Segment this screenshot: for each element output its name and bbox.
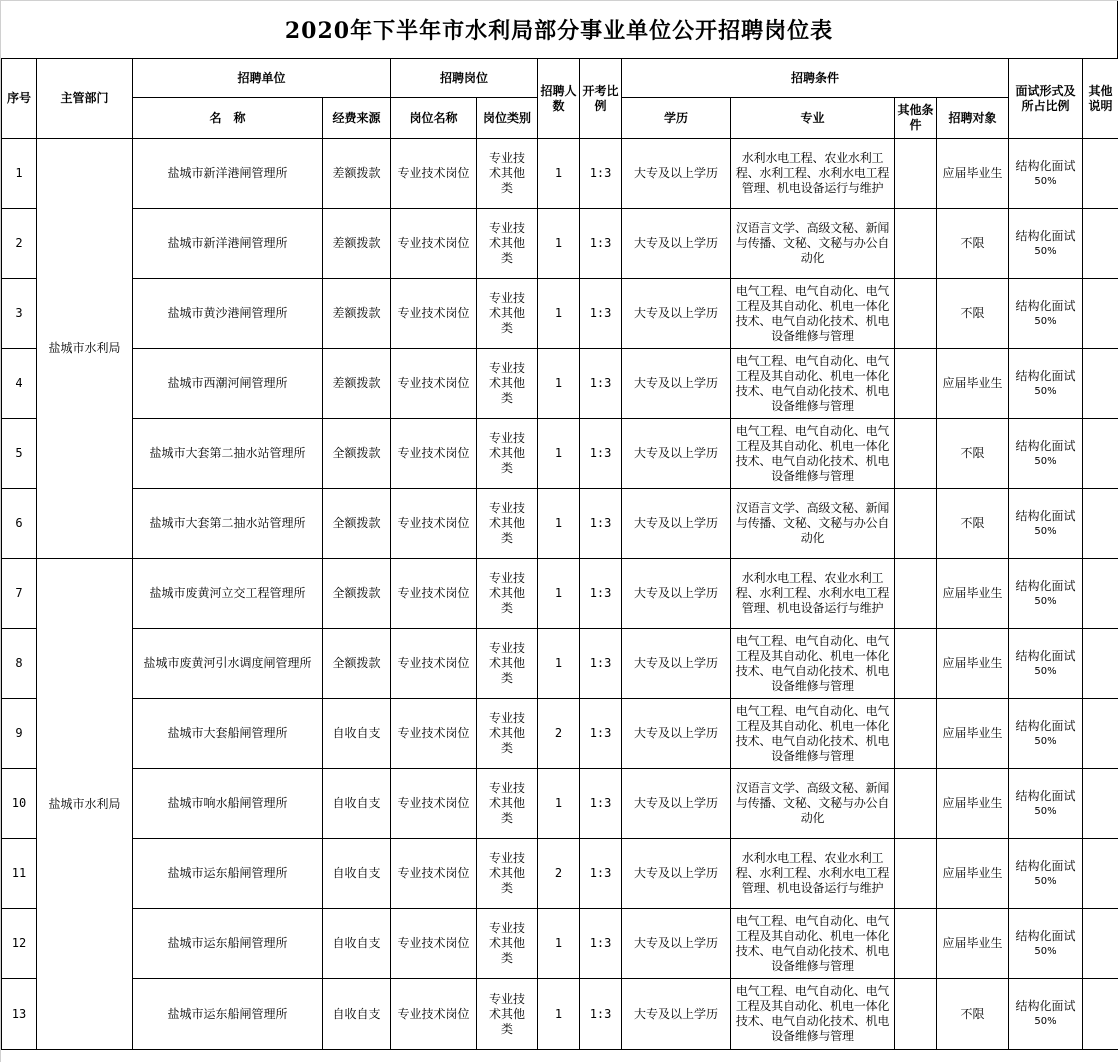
funding-cell: 自收自支 <box>323 979 391 1050</box>
notes-cell <box>1083 839 1118 909</box>
interview-cell <box>1009 349 1083 419</box>
interview-type: 结构化面试 <box>1015 508 1076 523</box>
funding-cell: 自收自支 <box>323 839 391 909</box>
unit-name-cell: 盐城市黄沙港闸管理所 <box>133 279 323 349</box>
major-cell: 电气工程、电气自动化、电气工程及其自动化、机电一体化技术、电气自动化技术、机电设备维修与管理 <box>731 979 895 1050</box>
education-cell: 大专及以上学历 <box>622 839 731 909</box>
interview-type: 结构化面试 <box>1015 368 1076 383</box>
seq-cell: 4 <box>2 349 37 419</box>
table-row <box>2 559 1118 629</box>
table-row <box>2 979 1118 1050</box>
funding-cell: 差额拨款 <box>323 139 391 209</box>
seq-cell: 6 <box>2 489 37 559</box>
table-row <box>2 769 1118 839</box>
interview-type: 结构化面试 <box>1015 999 1076 1013</box>
post-name-cell: 专业技术岗位 <box>391 279 477 349</box>
interview-percentage: 50% <box>1034 385 1057 397</box>
target-cell: 不限 <box>937 419 1009 489</box>
post-name-cell: 专业技术岗位 <box>391 489 477 559</box>
header-notes: 其他说明 <box>1083 59 1118 139</box>
interview-type: 结构化面试 <box>1015 648 1076 663</box>
other-conditions-cell <box>895 839 937 909</box>
major-cell: 电气工程、电气自动化、电气工程及其自动化、机电一体化技术、电气自动化技术、机电设备维修与管理 <box>731 629 895 699</box>
interview-percentage: 50% <box>1034 595 1057 607</box>
ratio-cell: 1:3 <box>580 839 622 909</box>
major-cell: 电气工程、电气自动化、电气工程及其自动化、机电一体化技术、电气自动化技术、机电设备维修与管理 <box>731 279 895 349</box>
target-cell: 应届毕业生 <box>937 349 1009 419</box>
interview-percentage: 50% <box>1034 455 1057 467</box>
target-cell: 不限 <box>937 489 1009 559</box>
funding-cell: 自收自支 <box>323 699 391 769</box>
unit-name-cell: 盐城市大套第二抽水站管理所 <box>133 419 323 489</box>
notes-cell <box>1083 769 1118 839</box>
other-conditions-cell <box>895 769 937 839</box>
interview-cell <box>1009 699 1083 769</box>
major-cell: 汉语言文学、高级文秘、新闻与传播、文秘、文秘与办公自动化 <box>731 209 895 279</box>
ratio-cell: 1:3 <box>580 139 622 209</box>
major-cell: 电气工程、电气自动化、电气工程及其自动化、机电一体化技术、电气自动化技术、机电设备维修与管理 <box>731 699 895 769</box>
unit-name-cell: 盐城市大套船闸管理所 <box>133 699 323 769</box>
ratio-cell: 1:3 <box>580 209 622 279</box>
notes-cell <box>1083 489 1118 559</box>
interview-percentage: 50% <box>1034 525 1057 537</box>
notes-cell <box>1083 979 1118 1050</box>
page-title: 2020年下半年市水利局部分事业单位公开招聘岗位表 <box>1 1 1118 58</box>
count-cell: 1 <box>538 559 580 629</box>
target-cell: 应届毕业生 <box>937 559 1009 629</box>
education-cell: 大专及以上学历 <box>622 209 731 279</box>
funding-cell: 自收自支 <box>323 769 391 839</box>
unit-name-cell: 盐城市运东船闸管理所 <box>133 909 323 979</box>
other-conditions-cell <box>895 699 937 769</box>
post-name-cell: 专业技术岗位 <box>391 979 477 1050</box>
seq-cell: 11 <box>2 839 37 909</box>
table-row <box>2 839 1118 909</box>
dept-cell: 盐城市水利局 <box>37 139 133 559</box>
unit-name-cell: 盐城市新洋港闸管理所 <box>133 139 323 209</box>
notes-cell <box>1083 139 1118 209</box>
table-row <box>2 349 1118 419</box>
post-name-cell: 专业技术岗位 <box>391 839 477 909</box>
ratio-cell: 1:3 <box>580 489 622 559</box>
unit-name-cell: 盐城市新洋港闸管理所 <box>133 209 323 279</box>
notes-cell <box>1083 279 1118 349</box>
header-education: 学历 <box>622 98 731 139</box>
seq-cell: 2 <box>2 209 37 279</box>
table-row <box>2 489 1118 559</box>
interview-percentage: 50% <box>1034 315 1057 327</box>
interview-type: 结构化面试 <box>1015 438 1076 453</box>
funding-cell: 全额拨款 <box>323 419 391 489</box>
post-type-cell: 专业技术其他类 <box>477 839 538 909</box>
education-cell: 大专及以上学历 <box>622 489 731 559</box>
target-cell: 应届毕业生 <box>937 769 1009 839</box>
interview-cell <box>1009 489 1083 559</box>
post-type-cell: 专业技术其他类 <box>477 279 538 349</box>
other-conditions-cell <box>895 349 937 419</box>
seq-cell: 10 <box>2 769 37 839</box>
major-cell: 电气工程、电气自动化、电气工程及其自动化、机电一体化技术、电气自动化技术、机电设备维修与管理 <box>731 419 895 489</box>
header-funding: 经费来源 <box>323 98 391 139</box>
ratio-cell: 1:3 <box>580 559 622 629</box>
post-type-cell: 专业技术其他类 <box>477 629 538 699</box>
interview-cell <box>1009 419 1083 489</box>
header-post-type: 岗位类别 <box>477 98 538 139</box>
post-name-cell: 专业技术岗位 <box>391 559 477 629</box>
ratio-cell: 1:3 <box>580 979 622 1050</box>
major-cell: 电气工程、电气自动化、电气工程及其自动化、机电一体化技术、电气自动化技术、机电设备维修与管理 <box>731 909 895 979</box>
education-cell: 大专及以上学历 <box>622 139 731 209</box>
interview-percentage: 50% <box>1034 1016 1057 1027</box>
post-type-cell: 专业技术其他类 <box>477 699 538 769</box>
count-cell: 1 <box>538 909 580 979</box>
header-count: 招聘人数 <box>538 59 580 139</box>
interview-percentage: 50% <box>1034 175 1057 187</box>
seq-cell: 13 <box>2 979 37 1050</box>
funding-cell: 全额拨款 <box>323 489 391 559</box>
seq-cell: 12 <box>2 909 37 979</box>
notes-cell <box>1083 349 1118 419</box>
major-cell: 水利水电工程、农业水利工程、水利工程、水利水电工程管理、机电设备运行与维护 <box>731 559 895 629</box>
seq-cell: 8 <box>2 629 37 699</box>
interview-percentage: 50% <box>1034 735 1057 747</box>
header-unit-group: 招聘单位 <box>133 59 391 98</box>
other-conditions-cell <box>895 559 937 629</box>
notes-cell <box>1083 629 1118 699</box>
ratio-cell: 1:3 <box>580 419 622 489</box>
notes-cell <box>1083 699 1118 769</box>
other-conditions-cell <box>895 979 937 1050</box>
table-row <box>2 279 1118 349</box>
major-cell: 电气工程、电气自动化、电气工程及其自动化、机电一体化技术、电气自动化技术、机电设备维修与管理 <box>731 349 895 419</box>
count-cell: 2 <box>538 839 580 909</box>
interview-percentage: 50% <box>1034 945 1057 957</box>
header-dept: 主管部门 <box>37 59 133 139</box>
post-type-cell: 专业技术其他类 <box>477 349 538 419</box>
other-conditions-cell <box>895 909 937 979</box>
header-other-conditions: 其他条件 <box>895 98 937 139</box>
interview-cell <box>1009 839 1083 909</box>
recruitment-table <box>1 58 1118 1050</box>
interview-type: 结构化面试 <box>1015 718 1076 733</box>
ratio-cell: 1:3 <box>580 909 622 979</box>
other-conditions-cell <box>895 139 937 209</box>
interview-type: 结构化面试 <box>1015 928 1076 943</box>
post-type-cell: 专业技术其他类 <box>477 419 538 489</box>
post-type-cell: 专业技术其他类 <box>477 139 538 209</box>
education-cell: 大专及以上学历 <box>622 349 731 419</box>
post-name-cell: 专业技术岗位 <box>391 909 477 979</box>
ratio-cell: 1:3 <box>580 769 622 839</box>
count-cell: 1 <box>538 209 580 279</box>
notes-cell <box>1083 909 1118 979</box>
count-cell: 1 <box>538 979 580 1050</box>
funding-cell: 差额拨款 <box>323 279 391 349</box>
count-cell: 1 <box>538 419 580 489</box>
header-row-1 <box>2 59 1118 98</box>
seq-cell: 9 <box>2 699 37 769</box>
major-cell: 水利水电工程、农业水利工程、水利工程、水利水电工程管理、机电设备运行与维护 <box>731 139 895 209</box>
unit-name-cell: 盐城市废黄河引水调度闸管理所 <box>133 629 323 699</box>
major-cell: 汉语言文学、高级文秘、新闻与传播、文秘、文秘与办公自动化 <box>731 769 895 839</box>
interview-cell <box>1009 979 1083 1050</box>
interview-percentage: 50% <box>1034 805 1057 817</box>
post-type-cell: 专业技术其他类 <box>477 909 538 979</box>
other-conditions-cell <box>895 489 937 559</box>
education-cell: 大专及以上学历 <box>622 419 731 489</box>
table-row <box>2 699 1118 769</box>
target-cell: 应届毕业生 <box>937 909 1009 979</box>
table-row <box>2 419 1118 489</box>
notes-cell <box>1083 209 1118 279</box>
ratio-cell: 1:3 <box>580 629 622 699</box>
header-target: 招聘对象 <box>937 98 1009 139</box>
unit-name-cell: 盐城市大套第二抽水站管理所 <box>133 489 323 559</box>
interview-cell <box>1009 629 1083 699</box>
unit-name-cell: 盐城市西潮河闸管理所 <box>133 349 323 419</box>
table-row <box>2 629 1118 699</box>
interview-type: 结构化面试 <box>1015 578 1076 593</box>
education-cell: 大专及以上学历 <box>622 769 731 839</box>
post-name-cell: 专业技术岗位 <box>391 209 477 279</box>
ratio-cell: 1:3 <box>580 279 622 349</box>
education-cell: 大专及以上学历 <box>622 909 731 979</box>
table-body <box>2 139 1118 1050</box>
count-cell: 1 <box>538 349 580 419</box>
post-name-cell: 专业技术岗位 <box>391 419 477 489</box>
count-cell: 1 <box>538 629 580 699</box>
count-cell: 1 <box>538 139 580 209</box>
interview-percentage: 50% <box>1034 875 1057 887</box>
education-cell: 大专及以上学历 <box>622 699 731 769</box>
other-conditions-cell <box>895 279 937 349</box>
seq-cell: 1 <box>2 139 37 209</box>
post-name-cell: 专业技术岗位 <box>391 349 477 419</box>
interview-type: 结构化面试 <box>1015 858 1076 873</box>
funding-cell: 差额拨款 <box>323 209 391 279</box>
interview-cell <box>1009 139 1083 209</box>
target-cell: 不限 <box>937 979 1009 1050</box>
interview-cell <box>1009 909 1083 979</box>
ratio-cell: 1:3 <box>580 699 622 769</box>
post-name-cell: 专业技术岗位 <box>391 139 477 209</box>
post-type-cell: 专业技术其他类 <box>477 489 538 559</box>
notes-cell <box>1083 419 1118 489</box>
target-cell: 应届毕业生 <box>937 839 1009 909</box>
education-cell: 大专及以上学历 <box>622 559 731 629</box>
post-name-cell: 专业技术岗位 <box>391 629 477 699</box>
unit-name-cell: 盐城市运东船闸管理所 <box>133 839 323 909</box>
other-conditions-cell <box>895 209 937 279</box>
funding-cell: 差额拨款 <box>323 349 391 419</box>
seq-cell: 7 <box>2 559 37 629</box>
unit-name-cell: 盐城市运东船闸管理所 <box>133 979 323 1050</box>
education-cell: 大专及以上学历 <box>622 279 731 349</box>
header-ratio: 开考比例 <box>580 59 622 139</box>
post-type-cell: 专业技术其他类 <box>477 209 538 279</box>
funding-cell: 全额拨款 <box>323 559 391 629</box>
count-cell: 2 <box>538 699 580 769</box>
target-cell: 不限 <box>937 209 1009 279</box>
seq-cell: 3 <box>2 279 37 349</box>
other-conditions-cell <box>895 629 937 699</box>
table-row <box>2 139 1118 209</box>
interview-type: 结构化面试 <box>1015 228 1076 243</box>
header-unit-name: 名 称 <box>133 98 323 139</box>
ratio-cell: 1:3 <box>580 349 622 419</box>
major-cell: 汉语言文学、高级文秘、新闻与传播、文秘、文秘与办公自动化 <box>731 489 895 559</box>
interview-type: 结构化面试 <box>1015 788 1076 803</box>
dept-cell: 盐城市水利局 <box>37 559 133 1050</box>
seq-cell: 5 <box>2 419 37 489</box>
post-type-cell: 专业技术其他类 <box>477 979 538 1050</box>
notes-cell <box>1083 559 1118 629</box>
other-conditions-cell <box>895 419 937 489</box>
table-row <box>2 209 1118 279</box>
major-cell: 水利水电工程、农业水利工程、水利工程、水利水电工程管理、机电设备运行与维护 <box>731 839 895 909</box>
count-cell: 1 <box>538 489 580 559</box>
unit-name-cell: 盐城市响水船闸管理所 <box>133 769 323 839</box>
post-type-cell: 专业技术其他类 <box>477 559 538 629</box>
count-cell: 1 <box>538 279 580 349</box>
header-major: 专业 <box>731 98 895 139</box>
target-cell: 应届毕业生 <box>937 699 1009 769</box>
target-cell: 不限 <box>937 279 1009 349</box>
header-post-group: 招聘岗位 <box>391 59 538 98</box>
count-cell: 1 <box>538 769 580 839</box>
post-name-cell: 专业技术岗位 <box>391 699 477 769</box>
interview-cell <box>1009 559 1083 629</box>
unit-name-cell: 盐城市废黄河立交工程管理所 <box>133 559 323 629</box>
header-post-name: 岗位名称 <box>391 98 477 139</box>
interview-percentage: 50% <box>1034 245 1057 257</box>
interview-percentage: 50% <box>1034 665 1057 677</box>
header-conditions-group: 招聘条件 <box>622 59 1009 98</box>
interview-cell <box>1009 279 1083 349</box>
funding-cell: 自收自支 <box>323 909 391 979</box>
interview-type: 结构化面试 <box>1015 298 1076 313</box>
target-cell: 应届毕业生 <box>937 139 1009 209</box>
interview-cell <box>1009 209 1083 279</box>
funding-cell: 全额拨款 <box>323 629 391 699</box>
header-interview: 面试形式及所占比例 <box>1009 59 1083 139</box>
education-cell: 大专及以上学历 <box>622 979 731 1050</box>
table-row <box>2 909 1118 979</box>
education-cell: 大专及以上学历 <box>622 629 731 699</box>
interview-cell <box>1009 769 1083 839</box>
post-type-cell: 专业技术其他类 <box>477 769 538 839</box>
interview-type: 结构化面试 <box>1015 158 1076 173</box>
target-cell: 应届毕业生 <box>937 629 1009 699</box>
header-seq: 序号 <box>2 59 37 139</box>
post-name-cell: 专业技术岗位 <box>391 769 477 839</box>
